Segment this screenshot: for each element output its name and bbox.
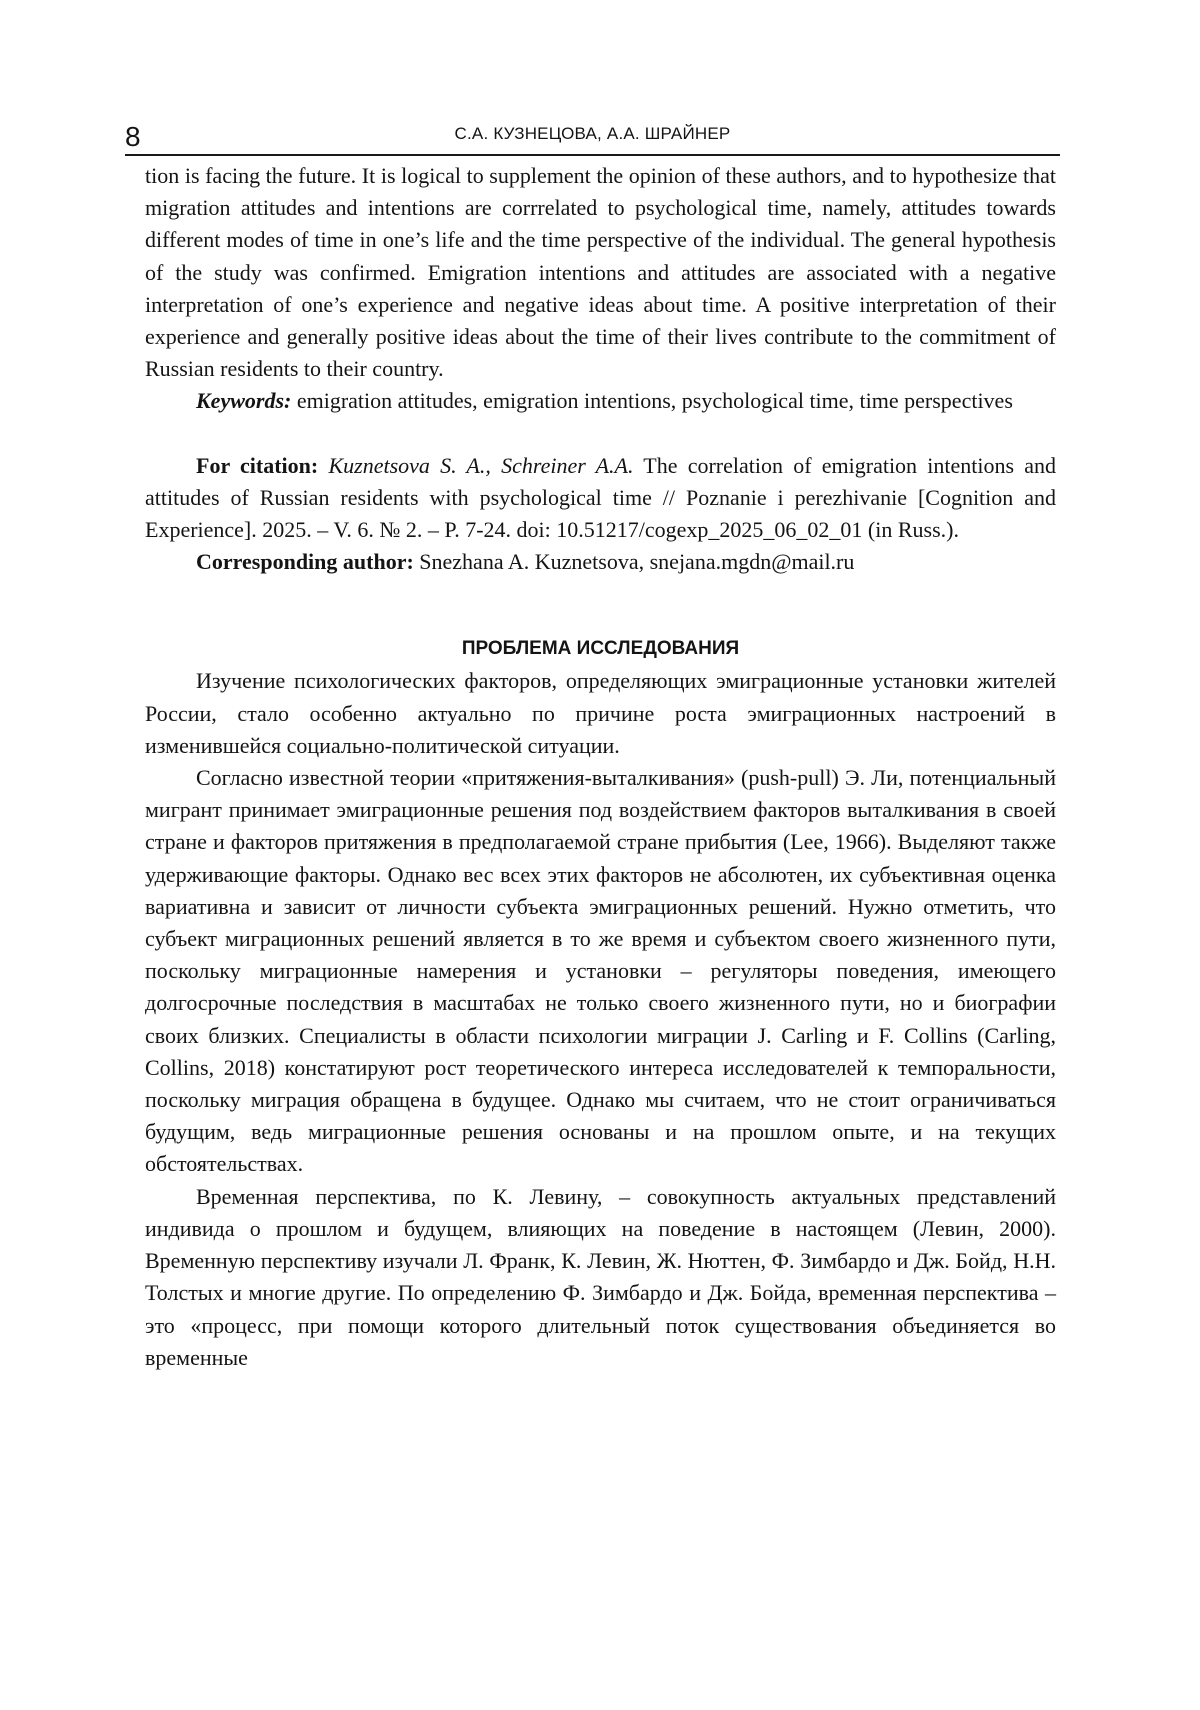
keywords-text: emigration attitudes, emigration intentions, psychological time, time perspectives [291, 388, 1013, 414]
citation-block [145, 450, 1056, 547]
page-body [145, 160, 1056, 1374]
citation-authors: Kuznetsova S. A., Schreiner A.A. [328, 452, 634, 478]
page-header [125, 120, 1060, 156]
citation-label: For citation: [196, 452, 319, 478]
page-number: 8 [125, 121, 141, 152]
section-heading: ПРОБЛЕМА ИССЛЕДОВАНИЯ [461, 638, 740, 660]
spacer [145, 418, 1056, 450]
corresponding-author [145, 546, 1056, 578]
keywords-label: Keywords: [196, 388, 292, 414]
keywords-line [145, 385, 1056, 417]
abstract-continuation: tion is facing the future. It is logical to supplement the opinion of these authors, and to hypothesize that migration attitudes and intentions are corrrelated to psychological time, namely, attitudes towards different modes of time in one’s life and the time perspective of the individual. The general hypothesis of the study was confirmed. Emigration intentions and attitudes are associated with a negative interpretation of one’s experience and negative ideas about time. A positive interpretation of their experience and generally positive ideas about the time of their lives contribute to the commitment of Russian residents to their country. [145, 163, 1056, 382]
paragraph: Временная перспектива, по К. Левину, – совокупность актуальных представлений индивида о прошлом и будущем, влияющих на поведение в настоящем (Левин, 2000). Временную перспективу изучали Л. Франк, К. Левин, Ж. Нюттен, Ф. Зимбардо и Дж. Бойд, Н.Н. Толстых и многие другие. По определению Ф. Зимбардо и Дж. Бойда, временная перспектива – это «процесс, при помощи которого длительный поток существования объединяется во временные [145, 1183, 1056, 1370]
spacer [145, 578, 1056, 633]
paragraph: Согласно известной теории «притяжения-выталкивания» (push-pull) Э. Ли, потенциальный мигрант принимает эмиграционные решения под воздействием факторов выталкивания в своей стране и факторов притяжения в предполагаемой стране прибытия (Lee, 1966). Выделяют также удерживающие факторы. Однако вес всех этих факторов не абсолютен, их субъективная оценка вариативна и зависит от личности субъекта эмиграционных решений. Нужно отметить, что субъект миграционных решений является в то же время и субъектом своего жизненного пути, поскольку миграционные намерения и установки – регуляторы поведения, имеющего долгосрочные последствия в масштабах не только своего жизненного пути, но и биографии своих близких. Специалисты в области психологии миграции J. Carling и F. Collins (Carling, Collins, 2018) констатируют рост теоретического интереса исследователей к темпоральности, поскольку миграция обращена в будущее. Однако мы считаем, что не стоит ограничиваться будущим, ведь миграционные решения основаны и на прошлом опыте, и на текущих обстоятельствах. [145, 765, 1056, 1177]
running-head: С.А. КУЗНЕЦОВА, А.А. ШРАЙНЕР [454, 124, 731, 143]
corresponding-label: Corresponding author: [196, 549, 414, 575]
citation-text: The correlation of emigration intentions and attitudes of Russian residents with psychological time // Poznanie i perezhivanie [Cognition and Experience]. 2025. – V. 6. № 2. – P. 7-24. doi: 10.51217/cogexp_2025_06_02_01 (in Russ.). [145, 452, 1057, 543]
corresponding-text: Snezhana A. Kuznetsova, snejana.mgdn@mail.ru [413, 549, 855, 575]
paragraph: Изучение психологических факторов, определяющих эмиграционные установки жителей России, стало особенно актуально по причине роста эмиграционных настроений в изменившейся социально-политической ситуации. [145, 668, 1056, 758]
